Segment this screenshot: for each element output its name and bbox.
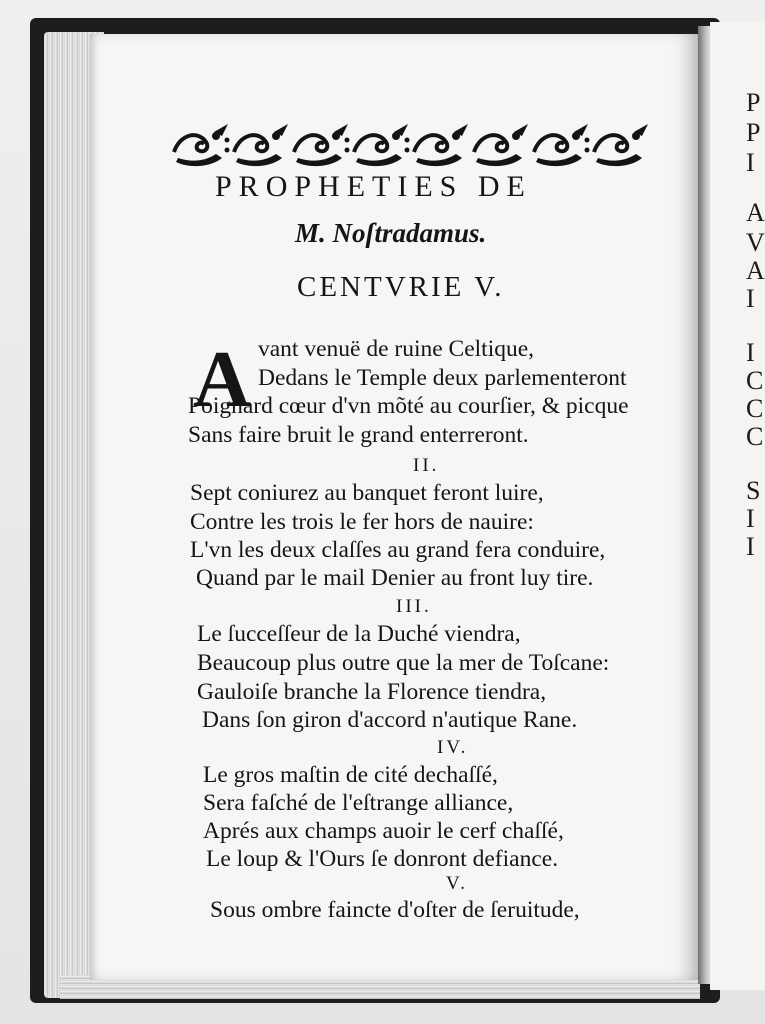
right-page (710, 22, 765, 990)
facing-letter: C (746, 366, 764, 395)
page-subtitle: M. Noſtradamus. (295, 218, 487, 248)
quatrain-number: II. (413, 455, 440, 476)
verse-line: Sept coniurez au banquet feront luire, (190, 480, 544, 506)
section-heading: CENTVRIE V. (297, 271, 505, 303)
facing-letter: I (746, 338, 755, 367)
verse-line: Gauloiſe branche la Florence tiendra, (197, 679, 547, 705)
quatrain-number: V. (446, 873, 469, 894)
verse-line: vant venuë de ruine Celtique, (258, 336, 535, 362)
facing-letter: A (746, 256, 765, 285)
verse-line: Dans ſon giron d'accord n'autique Rane. (202, 707, 578, 733)
verse-line: Poignard cœur d'vn mõté au courſier, & picque (188, 393, 629, 419)
verse-line: Contre les trois le fer hors de nauire: (190, 509, 534, 535)
page-title: PROPHETIES DE (215, 170, 532, 203)
facing-letter: A (746, 198, 765, 227)
facing-letter: P (746, 88, 761, 117)
quatrain-number: III. (396, 596, 432, 617)
facing-letter: I (746, 148, 755, 177)
verse-line: Dedans le Temple deux parlementeront (258, 365, 627, 391)
facing-letter: I (746, 504, 755, 533)
facing-letter: S (746, 476, 761, 505)
verse-line: Le ſucceſſeur de la Duché viendra, (197, 621, 521, 647)
facing-letter: P (746, 118, 761, 147)
verse-line: Beaucoup plus outre que la mer de Toſcane: (197, 650, 610, 676)
facing-letter: C (746, 422, 764, 451)
verse-line: Quand par le mail Denier au front luy tire. (196, 565, 594, 591)
facing-letter: V (746, 228, 765, 257)
drop-cap: A (193, 336, 251, 424)
verse-line: Le gros maſtin de cité dechaſſé, (203, 762, 498, 788)
verse-line: L'vn les deux claſſes au grand fera conduire, (190, 537, 606, 563)
verse-line: Sans faire bruit le grand enterreront. (188, 422, 529, 448)
verse-line: Sera faſché de l'eſtrange alliance, (203, 790, 514, 816)
facing-letter: I (746, 284, 755, 313)
verse-line: Aprés aux champs auoir le cerf chaſſé, (203, 818, 564, 844)
facing-letter: C (746, 394, 764, 423)
verse-line: Sous ombre faincte d'oſter de ſeruitude, (210, 897, 580, 923)
quatrain-number: IV. (437, 737, 469, 758)
ornamental-headpiece (170, 118, 670, 170)
facing-letter: I (746, 532, 755, 561)
verse-line: Le loup & l'Ours ſe donront defiance. (206, 846, 559, 872)
